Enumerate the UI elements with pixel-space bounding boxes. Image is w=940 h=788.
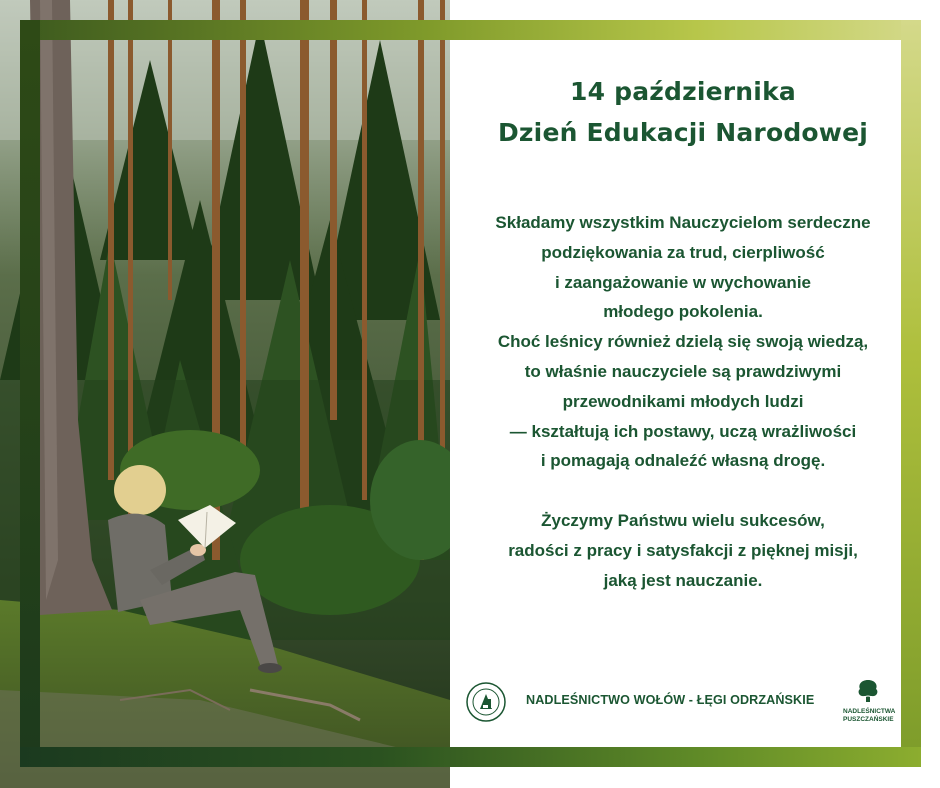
title-date: 14 października xyxy=(570,77,796,106)
wish-line: radości z pracy i satysfakcji z pięknej misji, xyxy=(508,540,858,560)
organization-name: NADLEŚNICTWO WOŁÓW - ŁĘGI ODRZAŃSKIE xyxy=(526,693,815,707)
text-panel xyxy=(450,40,901,747)
wish-line: Życzymy Państwu wielu sukcesów, xyxy=(541,511,825,531)
frame-left-border xyxy=(20,20,40,767)
frame-bottom-border xyxy=(20,747,921,767)
wish-line: jaką jest nauczanie. xyxy=(603,570,763,590)
page-title xyxy=(450,71,916,153)
message-line: Składamy wszystkim Nauczycielom serdeczne xyxy=(495,213,871,232)
message-line: to właśnie nauczyciele są prawdziwymi xyxy=(524,361,842,381)
greeting-message xyxy=(450,208,916,596)
message-line: i zaangażowanie w wychowanie xyxy=(554,272,811,292)
message-line: podziękowania za trud, cierpliwość xyxy=(541,242,825,262)
logo-line: PUSZCZAŃSKIE xyxy=(843,716,894,723)
message-line: Choć leśnicy również dzielą się swoją wiedzą, xyxy=(497,332,869,352)
frame-top-border xyxy=(20,20,921,40)
lasy-panstwowe-logo xyxy=(466,682,506,722)
puszczanskie-logo xyxy=(843,678,896,732)
message-line: — kształtują ich postawy, uczą wrażliwości xyxy=(509,421,857,441)
title-holiday: Dzień Edukacji Narodowej xyxy=(497,118,869,147)
message-line: i pomagają odnaleźć własną drogę. xyxy=(540,451,826,471)
forest-reading-photo xyxy=(0,0,450,788)
message-line: przewodnikami młodych ludzi xyxy=(562,391,804,411)
message-line: młodego pokolenia. xyxy=(603,302,763,322)
logo-line: NADLEŚNICTWA xyxy=(843,708,896,715)
